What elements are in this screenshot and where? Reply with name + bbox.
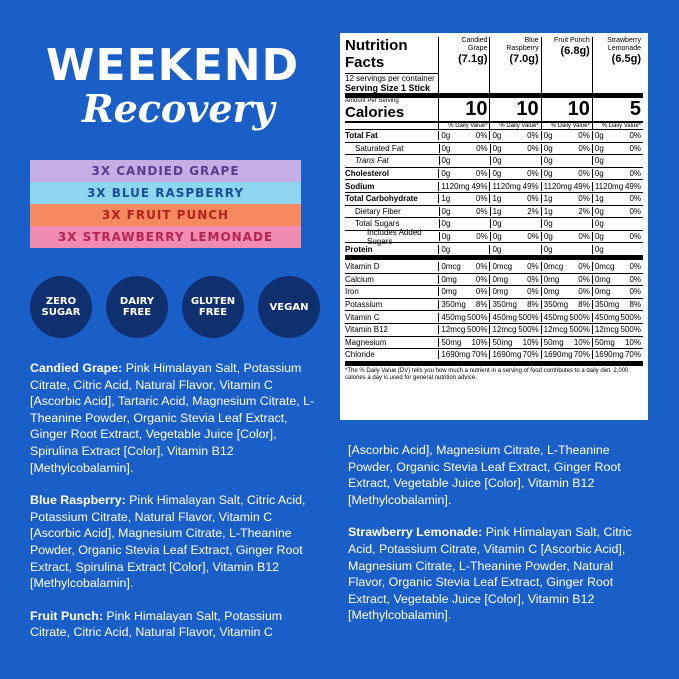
nutrient-row [345, 260, 643, 273]
nutrient-row [345, 242, 643, 255]
nutrient-value: 450mg 500% [541, 313, 592, 322]
nutrient-value: 0g [592, 245, 643, 254]
nutrient-value: 0g [438, 245, 489, 254]
nutrient-value: 1g 2% [490, 207, 541, 216]
nutrient-row [345, 205, 643, 218]
nutrient-value: 0g 0% [592, 131, 643, 140]
nutrient-value: 12mcg 500% [489, 325, 540, 334]
nutrient-row [345, 273, 643, 286]
nutrient-value: 0g 0% [489, 169, 540, 178]
nutrient-label: Includes Added Sugars [367, 227, 422, 246]
nutrient-rows [345, 129, 643, 255]
column-header: Strawberry Lemonade (6.5g) [592, 37, 643, 93]
ingredients-left [30, 360, 320, 657]
ingredient-name: Candied Grape: [30, 361, 123, 375]
nutrient-value: 350mg 8% [438, 300, 489, 309]
nutrient-value: 0mg 0% [592, 287, 643, 296]
vitamin-rows [345, 255, 643, 361]
nutrient-value: 0g 0% [541, 232, 592, 241]
nutrient-value: 0g 0% [541, 131, 592, 140]
nutrient-row [345, 323, 643, 336]
nutrient-row [345, 129, 643, 142]
nutrient-row [345, 336, 643, 349]
nutrient-row [345, 285, 643, 298]
nutrient-label: Dietary Fiber [355, 206, 401, 216]
nutrient-value: 0mcg 0% [541, 262, 592, 271]
ingredient-text: Pink Himalayan Salt, Citric Acid, Potassium Citrate, Vitamin C [Ascorbic Acid], Magnesium Citrate, L-Theanine Powder, Natural Flavor, Organic Stevia Leaf Extract, Ginger Root Extract, Vegetable Juice [Color], Vitamin B12 [Methylcobalamin]. [348, 525, 632, 623]
nutrient-value: 450mg 500% [592, 313, 643, 322]
badge-gluten-free: GLUTEN FREE [182, 276, 244, 338]
nutrient-row [345, 179, 643, 192]
nutrient-value: 0g [592, 156, 643, 165]
ingredients-right [348, 442, 648, 640]
ingredients-grape [30, 360, 320, 476]
ingredients-blue-raspberry [30, 492, 320, 592]
nutrition-footnote: *The % Daily Value (DV) tells you how much a nutrient in a serving of food contributes to a daily diet. 2,000 calories a day is used for general nutrition advice. [345, 361, 643, 382]
nutrient-label: Total Fat [345, 131, 378, 141]
nutrient-value: 1g 0% [592, 194, 643, 203]
nutrient-label: Vitamin B12 [345, 325, 388, 335]
ingredient-name: Blue Raspberry: [30, 493, 126, 508]
nutrient-value: 450mg 500% [489, 313, 540, 322]
nutrient-label: Total Carbohydrate [345, 194, 418, 204]
nutrient-value: 0mcg 0% [438, 262, 489, 271]
nutrient-label: Iron [345, 287, 359, 297]
nutrient-value: 0g [439, 156, 490, 165]
nutrient-value: 0g 0% [490, 232, 541, 241]
nutrient-value: 0mg 0% [438, 287, 489, 296]
nutrient-value: 0mg 0% [541, 287, 592, 296]
nutrient-value: 1120mg 49% [541, 182, 592, 191]
nutrient-value: 0g 0% [541, 144, 592, 153]
nutrient-label: Sodium [345, 181, 375, 191]
nutrient-value: 1120mg 49% [489, 182, 540, 191]
nutrient-value: 0g 0% [438, 131, 489, 140]
nutrient-value: 1g 2% [541, 207, 592, 216]
nutrient-value: 12mcg 500% [592, 325, 643, 334]
nutrient-value: 12mcg 500% [438, 325, 489, 334]
nutrient-label: Calcium [345, 274, 374, 284]
column-header: Candied Grape (7.1g) [438, 37, 489, 93]
badge-zero-sugar: ZERO SUGAR [30, 276, 92, 338]
calories-row: Amount Per Serving Calories 10 10 10 5 [345, 93, 643, 121]
nutrient-value: 1g 0% [438, 194, 489, 203]
flavor-bar-blue-raspberry: 3X BLUE RASPBERRY [30, 182, 301, 204]
nutrient-row [345, 298, 643, 311]
column-header: Blue Raspberry (7.0g) [489, 37, 540, 93]
nutrient-value: 350mg 8% [541, 300, 592, 309]
nutrient-value: 50mg 10% [541, 338, 592, 347]
nutrient-value: 0g [541, 156, 592, 165]
nutrition-title: Nutrition Facts [345, 37, 408, 71]
nutrient-row [345, 227, 643, 246]
nutrient-value: 0g 0% [592, 207, 643, 216]
nutrient-value: 1690mg 70% [489, 350, 540, 359]
nutrient-row [345, 192, 643, 205]
nutrient-value: 350mg 8% [592, 300, 643, 309]
nutrient-row [345, 310, 643, 323]
nutrient-value: 450mg 500% [438, 313, 489, 322]
nutrient-value: 0g 0% [439, 207, 490, 216]
nutrient-value: 1690mg 70% [541, 350, 592, 359]
nutrient-value: 0mcg 0% [592, 262, 643, 271]
nutrient-value: 0mg 0% [541, 275, 592, 284]
flavor-bar-fruit-punch: 3X FRUIT PUNCH [30, 204, 301, 226]
nutrient-value: 0g 0% [490, 144, 541, 153]
ingredient-text: Pink Himalayan Salt, Citric Acid, Potassium Citrate, Natural Flavor, Vitamin C [Ascorbic Acid], Magnesium Citrate, L-Theanine Powder, Organic Stevia Leaf Extract, Ginger Root Extract, Spirulina Extract [Color], Vitamin B12 [Methylcobalamin]. [30, 493, 306, 591]
nutrient-value: 0g [489, 245, 540, 254]
nutrient-label: Potassium [345, 300, 383, 310]
flavor-list [30, 160, 301, 248]
ingredient-name: Fruit Punch: [30, 608, 103, 623]
nutrient-value: 1g 0% [541, 194, 592, 203]
nutrient-value: 350mg 8% [489, 300, 540, 309]
nutrient-row [345, 348, 643, 361]
nutrient-value: 12mcg 500% [541, 325, 592, 334]
nutrient-label: Total Sugars [355, 219, 400, 229]
nutrient-value: 0mcg 0% [489, 262, 540, 271]
badge-row [30, 276, 320, 338]
nutrition-facts-panel [340, 33, 648, 420]
nutrient-value: 50mg 10% [489, 338, 540, 347]
nutrient-label: Vitamin C [345, 312, 380, 322]
badge-vegan: VEGAN [258, 276, 320, 338]
ingredient-text: Pink Himalayan Salt, Potassium Citrate, Citric Acid, Natural Flavor, Vitamin C [30, 608, 283, 640]
nutrient-label: Protein [345, 244, 373, 254]
nutrient-value: 0g 0% [541, 169, 592, 178]
nutrient-label: Magnesium [345, 337, 387, 347]
nutrient-value: 0g 0% [592, 232, 643, 241]
nutrient-value: 50mg 10% [438, 338, 489, 347]
badge-dairy-free: DAIRY FREE [106, 276, 168, 338]
dv-header-row: % Daily Value* % Daily Value* % Daily Value* % Daily Value* [345, 121, 643, 129]
nutrient-label: Cholesterol [345, 169, 390, 179]
nutrient-value: 0mg 0% [489, 287, 540, 296]
title-weekend: WEEKEND [46, 40, 300, 91]
nutrient-value: 0mg 0% [592, 275, 643, 284]
nutrient-label: Vitamin D [345, 261, 380, 271]
flavor-bar-strawberry-lemonade: 3X STRAWBERRY LEMONADE [30, 226, 301, 248]
ingredients-strawberry-lemonade [348, 524, 648, 624]
nutrient-value: 0g [541, 219, 592, 228]
nutrient-value: 0g [592, 219, 643, 228]
nutrient-value: 0g [490, 156, 541, 165]
nutrient-value: 1120mg 49% [438, 182, 489, 191]
nutrient-value: 0mg 0% [438, 275, 489, 284]
nutrient-value: 0g [439, 219, 490, 228]
ingredients-fruit-punch-cont: [Ascorbic Acid], Magnesium Citrate, L-Theanine Powder, Organic Stevia Leaf Extract, Ginger Root Extract, Vegetable Juice [Color], Vitamin B12 [Methylcobalamin]. [348, 443, 621, 507]
nutrient-value: 0mg 0% [489, 275, 540, 284]
nutrient-value: 0g 0% [439, 232, 490, 241]
column-header: Fruit Punch (6.8g) [541, 37, 592, 93]
nutrient-label: Chloride [345, 350, 375, 360]
nutrient-value: 1690mg 70% [438, 350, 489, 359]
servings-per-container: 12 servings per container [345, 73, 438, 83]
nutrient-value: 1690mg 70% [592, 350, 643, 359]
title-recovery: Recovery [82, 86, 275, 131]
serving-size: Serving Size 1 Stick [345, 83, 431, 93]
nutrient-value: 0g 0% [592, 169, 643, 178]
nutrient-row [345, 142, 643, 155]
flavor-bar-grape: 3X CANDIED GRAPE [30, 160, 301, 182]
ingredients-fruit-punch [30, 608, 320, 641]
nutrient-row [345, 167, 643, 180]
nutrient-value: 0g [541, 245, 592, 254]
ingredient-text: Pink Himalayan Salt, Potassium Citrate, Citric Acid, Natural Flavor, Vitamin C [Ascorbic Acid], Tartaric Acid, Magnesium Citrate, L-Theanine Powder, Organic Stevia Leaf Extract, Ginger Root Extract, Vegetable Juice [Color], Spirulina Extract [Color], Vitamin B12 [Methylcobalamin]. [30, 361, 315, 475]
nutrient-value: 0g 0% [439, 144, 490, 153]
nutrient-label: Trans Fat [355, 156, 389, 166]
nutrient-value: 0g [490, 219, 541, 228]
nutrient-row [345, 154, 643, 167]
nutrient-value: 0g 0% [592, 144, 643, 153]
nutrient-value: 0g 0% [489, 131, 540, 140]
nutrient-value: 1g 0% [489, 194, 540, 203]
nutrient-value: 1120mg 49% [592, 182, 643, 191]
nutrient-value: 50mg 10% [592, 338, 643, 347]
ingredient-name: Strawberry Lemonade: [348, 525, 483, 540]
nutrient-label: Saturated Fat [355, 143, 404, 153]
nutrient-value: 0g 0% [438, 169, 489, 178]
